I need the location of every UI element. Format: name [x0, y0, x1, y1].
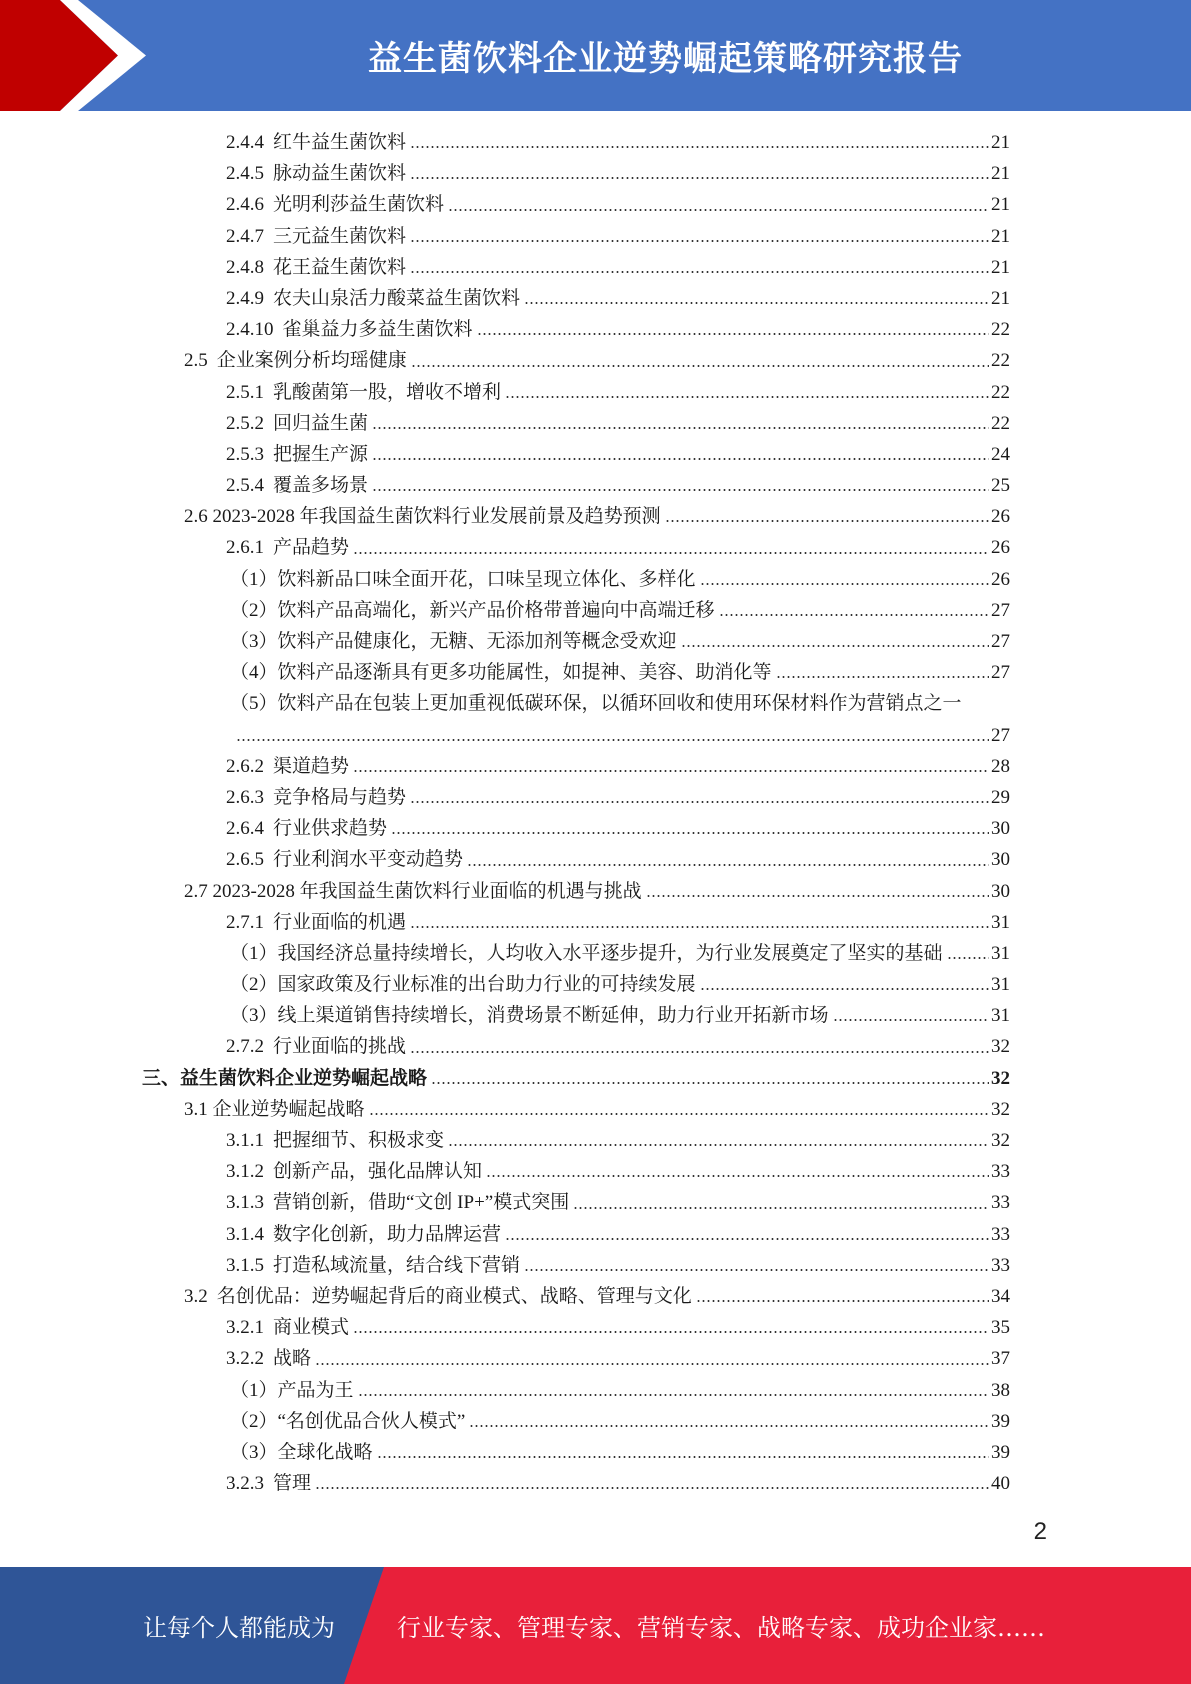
toc-entry-title: 行业面临的挑战: [273, 1036, 407, 1058]
toc-dot-leader: [448, 209, 989, 211]
toc-entry-number: 2.6.3: [226, 786, 264, 808]
toc-dot-leader: [431, 1082, 989, 1084]
toc-entry[interactable]: [0, 720, 1191, 751]
toc-dot-leader: [372, 427, 989, 429]
toc-entry-title: 2.7 2023-2028 年我国益生菌饮料行业面临的机遇与挑战: [184, 880, 642, 902]
toc-entry[interactable]: [0, 1375, 1191, 1406]
report-title: 益生菌饮料企业逆势崛起策略研究报告: [368, 39, 963, 79]
toc-entry-number: 2.5.4: [226, 475, 264, 497]
toc-entry-page: 22: [991, 412, 1010, 434]
toc-entry-title: （2）国家政策及行业标准的出台助力行业的可持续发展: [230, 974, 696, 996]
toc-entry-number: 3.2.1: [226, 1317, 264, 1339]
toc-entry-page: 33: [991, 1254, 1010, 1276]
toc-entry-title: 乳酸菌第一股，增收不增利: [273, 381, 502, 403]
toc-entry-title: 打造私域流量，结合线下营销: [273, 1254, 521, 1276]
toc-entry-title: （3）饮料产品健康化，无糖、无添加剂等概念受欢迎: [230, 631, 677, 652]
toc-entry-page: 21: [991, 225, 1010, 247]
footer-slogan-right: 行业专家、管理专家、营销专家、战略专家、成功企业家……: [397, 1614, 1045, 1642]
toc-entry[interactable]: [0, 1187, 1191, 1218]
toc-entry[interactable]: [0, 1437, 1191, 1468]
toc-entry-page: 39: [991, 1410, 1010, 1432]
toc-entry[interactable]: [0, 907, 1191, 938]
toc-dot-leader: [833, 1019, 989, 1021]
toc-entry-number: 2.4.9: [226, 287, 264, 309]
toc-entry-page: 31: [991, 911, 1010, 933]
toc-entry-title: （4）饮料产品逐渐具有更多功能属性，如提神、美容、助消化等: [230, 662, 772, 684]
toc-entry-page: 30: [991, 880, 1010, 902]
toc-entry-page: 32: [991, 1130, 1010, 1151]
toc-entry-title: （2）饮料产品高端化，新兴产品价格带普遍向中高端迁移: [230, 599, 715, 621]
toc-entry-page: 24: [991, 443, 1010, 465]
toc-entry[interactable]: [0, 1281, 1191, 1312]
toc-entry-title: 商业模式: [273, 1317, 350, 1339]
toc-entry-title: 农夫山泉活力酸菜益生菌饮料: [273, 287, 521, 309]
toc-entry-title: 雀巢益力多益生菌饮料: [282, 319, 473, 341]
toc-dot-leader: [524, 1269, 989, 1271]
toc-entry[interactable]: [0, 564, 1191, 595]
toc-entry-title: 渠道趋势: [273, 755, 350, 777]
toc-entry-title: （1）产品为王: [230, 1379, 354, 1401]
toc-entry-page: 40: [991, 1473, 1010, 1495]
toc-entry-title: 营销创新，借助“文创 IP+”模式突围: [273, 1192, 570, 1214]
toc-entry-number: 2.6.1: [226, 537, 264, 559]
toc-entry-page: 32: [991, 1036, 1010, 1058]
toc-dot-leader: [236, 739, 989, 741]
toc-entry-number: 2.5: [184, 350, 208, 372]
toc-entry[interactable]: [0, 876, 1191, 907]
toc-entry-title: （3）线上渠道销售持续增长，消费场景不断延伸，助力行业开拓新市场: [230, 1005, 829, 1027]
toc-entry-title: 行业供求趋势: [273, 818, 388, 840]
toc-entry-number: 2.6.4: [226, 818, 264, 840]
toc-entry[interactable]: [0, 1031, 1191, 1062]
toc-entry[interactable]: [0, 1094, 1191, 1125]
toc-entry[interactable]: [0, 439, 1191, 470]
toc-entry-number: 2.7.1: [226, 911, 264, 933]
toc-dot-leader: [372, 458, 989, 460]
toc-entry-page: 21: [991, 132, 1010, 153]
toc-entry-page: 21: [991, 163, 1010, 185]
toc-entry-page: 22: [991, 381, 1010, 403]
toc-entry-page: 32: [991, 1067, 1010, 1089]
toc-entry-page: 27: [991, 662, 1010, 684]
toc-dot-leader: [353, 552, 989, 554]
footer-slogan-left: 让每个人都能成为: [143, 1614, 335, 1642]
toc-entry-title: 脉动益生菌饮料: [273, 163, 407, 185]
toc-dot-leader: [391, 832, 989, 834]
toc-entry[interactable]: [0, 657, 1191, 688]
toc-entry[interactable]: [0, 626, 1191, 657]
page-header: [0, 0, 1191, 111]
toc-entry-page: 30: [991, 818, 1010, 840]
toc-dot-leader: [646, 895, 989, 897]
toc-entry-number: 2.4.6: [226, 194, 264, 216]
toc-entry-title: 三元益生菌饮料: [273, 225, 407, 247]
toc-entry-title: 花王益生菌饮料: [273, 256, 407, 278]
toc-entry[interactable]: [0, 1468, 1191, 1499]
toc-entry[interactable]: [0, 1156, 1191, 1187]
toc-entry-title: 3.1 企业逆势崛起战略: [184, 1098, 365, 1120]
toc-entry-page: 31: [991, 974, 1010, 996]
toc-dot-leader: [665, 520, 989, 522]
toc-entry[interactable]: [0, 189, 1191, 220]
toc-entry-number: 2.4.7: [226, 225, 264, 247]
toc-dot-leader: [776, 676, 989, 678]
toc-entry-title: （1）饮料新品口味全面开花，口味呈现立体化、多样化: [230, 568, 696, 590]
table-of-contents: [0, 127, 1191, 1499]
toc-entry-number: 3.1.5: [226, 1254, 264, 1276]
toc-entry-title: 创新产品，强化品牌认知: [273, 1161, 483, 1183]
toc-entry[interactable]: [0, 969, 1191, 1000]
toc-entry-page: 21: [991, 256, 1010, 278]
toc-entry-page: 29: [991, 786, 1010, 808]
toc-dot-leader: [315, 1363, 989, 1365]
toc-dot-leader: [410, 271, 989, 273]
toc-entry-number: 3.2.3: [226, 1473, 264, 1495]
toc-entry-title: 行业利润水平变动趋势: [273, 849, 464, 871]
toc-entry-number: 2.4.8: [226, 256, 264, 278]
toc-entry[interactable]: [0, 595, 1191, 626]
toc-dot-leader: [681, 645, 989, 647]
toc-entry-number: 3.1.3: [226, 1192, 264, 1214]
toc-entry-title: 2.6 2023-2028 年我国益生菌饮料行业发展前景及趋势预测: [184, 506, 661, 528]
toc-entry-number: 3.2: [184, 1285, 208, 1307]
toc-entry-page: 38: [991, 1379, 1010, 1401]
toc-dot-leader: [410, 177, 989, 179]
toc-entry-page: 25: [991, 475, 1010, 497]
toc-entry[interactable]: [0, 751, 1191, 782]
toc-entry-page: 30: [991, 849, 1010, 871]
toc-entry[interactable]: [0, 1343, 1191, 1374]
toc-entry-page: 28: [991, 755, 1010, 777]
toc-dot-leader: [353, 770, 989, 772]
toc-entry-number: 2.5.2: [226, 412, 264, 434]
toc-dot-leader: [477, 333, 989, 335]
toc-entry[interactable]: [0, 1125, 1191, 1156]
toc-entry-page: 31: [991, 942, 1010, 964]
toc-entry-title: 名创优品：逆势崛起背后的商业模式、战略、管理与文化: [216, 1285, 692, 1307]
toc-entry-page: 21: [991, 287, 1010, 309]
toc-entry[interactable]: [0, 813, 1191, 844]
toc-entry[interactable]: [0, 377, 1191, 408]
toc-entry-title: 管理: [273, 1473, 312, 1495]
toc-entry-page: 32: [991, 1098, 1010, 1120]
toc-dot-leader: [524, 302, 989, 304]
toc-entry-title: 竞争格局与趋势: [273, 786, 407, 808]
toc-entry-title: 把握细节、积极求变: [273, 1130, 445, 1151]
toc-dot-leader: [696, 1300, 989, 1302]
toc-entry-title: 红牛益生菌饮料: [273, 132, 407, 153]
toc-entry-number: 2.4.4: [226, 132, 264, 153]
toc-dot-leader: [372, 489, 989, 491]
toc-entry-page: 35: [991, 1317, 1010, 1339]
toc-entry-number: 3.1.4: [226, 1223, 264, 1245]
toc-entry[interactable]: [0, 221, 1191, 252]
toc-dot-leader: [369, 1113, 989, 1115]
toc-entry-page: 22: [991, 350, 1010, 372]
toc-entry[interactable]: [0, 127, 1191, 158]
toc-entry-title: 行业面临的机遇: [273, 911, 407, 933]
toc-entry[interactable]: [0, 1063, 1191, 1094]
toc-entry[interactable]: [0, 252, 1191, 283]
toc-entry-number: 2.6.5: [226, 849, 264, 871]
toc-dot-leader: [719, 614, 989, 616]
toc-entry-number: 2.5.3: [226, 443, 264, 465]
toc-dot-leader: [947, 957, 989, 959]
toc-dot-leader: [486, 1175, 989, 1177]
page-number: 2: [1033, 1518, 1047, 1545]
toc-entry-number: 3.1.2: [226, 1161, 264, 1183]
toc-entry-page: 27: [991, 631, 1010, 652]
toc-entry[interactable]: [0, 844, 1191, 875]
toc-entry-title: 把握生产源: [273, 443, 369, 465]
toc-dot-leader: [410, 1051, 989, 1053]
toc-dot-leader: [505, 1238, 989, 1240]
toc-entry-number: 2.4.10: [226, 319, 274, 341]
toc-entry[interactable]: [0, 688, 1191, 719]
toc-entry-page: 26: [991, 506, 1010, 528]
toc-dot-leader: [700, 988, 989, 990]
toc-dot-leader: [573, 1207, 989, 1209]
toc-dot-leader: [410, 146, 989, 148]
toc-entry[interactable]: [0, 1406, 1191, 1437]
toc-entry[interactable]: [0, 1219, 1191, 1250]
toc-dot-leader: [411, 365, 989, 367]
toc-entry-page: 26: [991, 537, 1010, 559]
toc-entry[interactable]: [0, 314, 1191, 345]
toc-entry[interactable]: [0, 470, 1191, 501]
toc-entry[interactable]: [0, 501, 1191, 532]
toc-dot-leader: [410, 240, 989, 242]
page-footer: [0, 1567, 1191, 1684]
toc-dot-leader: [410, 801, 989, 803]
toc-dot-leader: [377, 1456, 989, 1458]
toc-dot-leader: [467, 864, 989, 866]
toc-entry-title: 覆盖多场景: [273, 475, 369, 497]
toc-entry-title: （1）我国经济总量持续增长，人均收入水平逐步提升，为行业发展奠定了坚实的基础: [230, 942, 943, 964]
toc-dot-leader: [315, 1487, 989, 1489]
toc-entry[interactable]: [0, 1250, 1191, 1281]
toc-entry-page: 22: [991, 319, 1010, 341]
toc-entry-page: 21: [991, 194, 1010, 216]
toc-entry[interactable]: [0, 782, 1191, 813]
toc-entry-number: 2.6.2: [226, 755, 264, 777]
toc-entry-page: 27: [991, 599, 1010, 621]
toc-entry[interactable]: [0, 345, 1191, 376]
toc-entry-number: 2.7.2: [226, 1036, 264, 1058]
toc-entry-number: 3.1.1: [226, 1130, 264, 1151]
toc-dot-leader: [700, 583, 989, 585]
toc-dot-leader: [448, 1144, 989, 1146]
toc-entry-title: 光明利莎益生菌饮料: [273, 194, 445, 216]
toc-dot-leader: [353, 1331, 989, 1333]
toc-entry-page: 31: [991, 1005, 1010, 1027]
toc-dot-leader: [505, 396, 989, 398]
toc-entry-page: 37: [991, 1348, 1010, 1370]
toc-entry[interactable]: [0, 938, 1191, 969]
toc-entry-title: 回归益生菌: [273, 412, 369, 434]
toc-entry-title: （2）“名创优品合伙人模式”: [230, 1410, 466, 1432]
toc-dot-leader: [410, 926, 989, 928]
toc-entry-page: 33: [991, 1161, 1010, 1183]
header-chevron-icon: [0, 0, 160, 111]
toc-entry-page: 27: [991, 724, 1010, 746]
toc-entry-title: 三、益生菌饮料企业逆势崛起战略: [142, 1067, 428, 1089]
toc-entry-page: 33: [991, 1223, 1010, 1245]
toc-entry-title: 数字化创新，助力品牌运营: [273, 1223, 502, 1245]
toc-dot-leader: [469, 1425, 989, 1427]
toc-entry-number: 2.5.1: [226, 381, 264, 403]
toc-entry[interactable]: [0, 532, 1191, 563]
toc-entry-page: 26: [991, 568, 1010, 590]
toc-entry[interactable]: [0, 1312, 1191, 1343]
toc-entry-page: 39: [991, 1441, 1010, 1463]
toc-entry-page: 34: [991, 1285, 1010, 1307]
toc-dot-leader: [358, 1394, 989, 1396]
toc-entry-title: （3）全球化战略: [230, 1441, 373, 1463]
toc-entry[interactable]: [0, 158, 1191, 189]
toc-entry[interactable]: [0, 408, 1191, 439]
toc-entry-title: 产品趋势: [273, 537, 350, 559]
toc-entry[interactable]: [0, 283, 1191, 314]
toc-entry-page: 33: [991, 1192, 1010, 1214]
toc-entry-number: 2.4.5: [226, 163, 264, 185]
toc-entry-title: 企业案例分析均瑶健康: [216, 350, 407, 372]
toc-entry[interactable]: [0, 1000, 1191, 1031]
toc-entry-number: 3.2.2: [226, 1348, 264, 1370]
toc-entry-title: （5）饮料产品在包装上更加重视低碳环保，以循环回收和使用环保材料作为营销点之一: [230, 693, 962, 715]
toc-entry-title: 战略: [273, 1348, 312, 1370]
